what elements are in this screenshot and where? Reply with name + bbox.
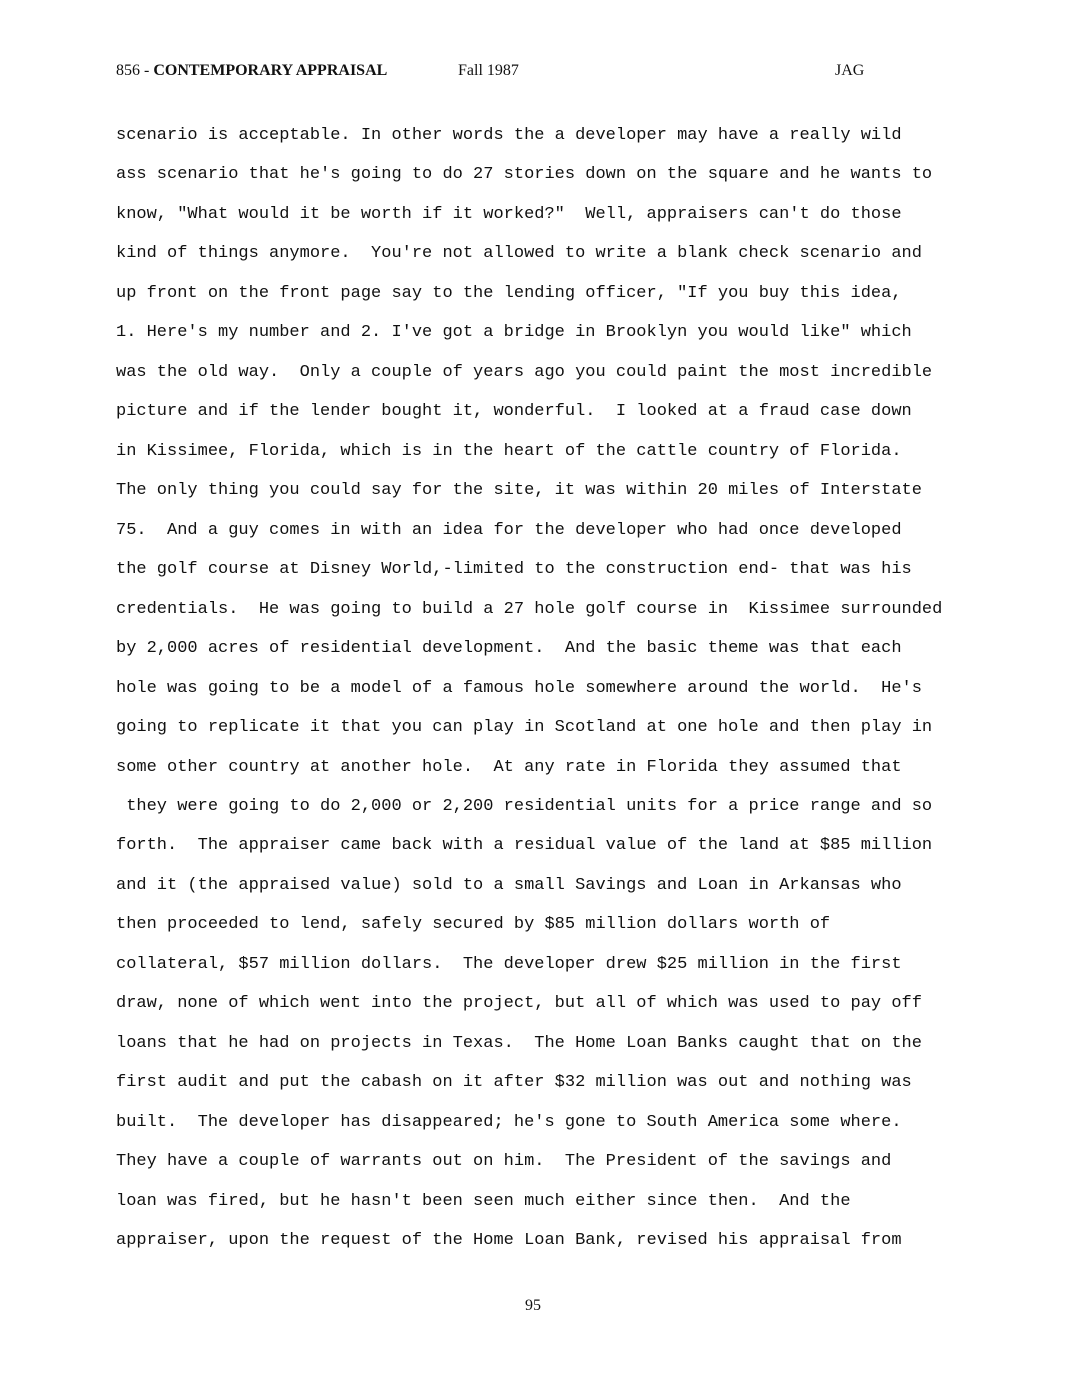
course-term: Fall 1987 <box>458 62 519 79</box>
text-line: appraiser, upon the request of the Home Loan Bank, revised his appraisal from <box>116 1231 902 1251</box>
page-header <box>0 62 1066 86</box>
text-line: the golf course at Disney World,-limited to the construction end- that was his <box>116 560 912 580</box>
text-line: then proceeded to lend, safely secured by $85 million dollars worth of <box>116 915 831 935</box>
text-line: first audit and put the cabash on it after $32 million was out and nothing was <box>116 1073 912 1093</box>
text-line: 1. Here's my number and 2. I've got a bridge in Brooklyn you would like" which <box>116 323 912 343</box>
transcript-body <box>116 124 996 1269</box>
text-line: some other country at another hole. At any rate in Florida they assumed that <box>116 757 902 777</box>
text-line: forth. The appraiser came back with a residual value of the land at $85 million <box>116 836 933 856</box>
text-line: credentials. He was going to build a 27 hole golf course in Kissimee surrounded <box>116 599 943 619</box>
course-number: 856 - <box>116 62 154 79</box>
text-line: 75. And a guy comes in with an idea for the developer who had once developed <box>116 520 902 540</box>
text-line: draw, none of which went into the project, but all of which was used to pay off <box>116 994 922 1014</box>
page-number: 95 <box>525 1297 541 1314</box>
text-line: They have a couple of warrants out on him. The President of the savings and <box>116 1152 892 1172</box>
text-line: The only thing you could say for the site, it was within 20 miles of Interstate <box>116 481 922 501</box>
text-line: was the old way. Only a couple of years ago you could paint the most incredible <box>116 362 933 382</box>
text-line: kind of things anymore. You're not allowed to write a blank check scenario and <box>116 244 922 264</box>
text-line: loans that he had on projects in Texas. The Home Loan Banks caught that on the <box>116 1033 922 1053</box>
text-line: hole was going to be a model of a famous hole somewhere around the world. He's <box>116 678 922 698</box>
text-line: up front on the front page say to the lending officer, "If you buy this idea, <box>116 283 902 303</box>
course-title: CONTEMPORARY APPRAISAL <box>153 62 388 79</box>
text-line: ass scenario that he's going to do 27 stories down on the square and he wants to <box>116 165 933 185</box>
text-line: and it (the appraised value) sold to a small Savings and Loan in Arkansas who <box>116 875 902 895</box>
text-line: going to replicate it that you can play in Scotland at one hole and then play in <box>116 718 933 738</box>
text-line: they were going to do 2,000 or 2,200 residential units for a price range and so <box>116 796 933 816</box>
text-line: scenario is acceptable. In other words the a developer may have a really wild <box>116 126 902 145</box>
text-line: in Kissimee, Florida, which is in the heart of the cattle country of Florida. <box>116 441 902 461</box>
text-line: picture and if the lender bought it, wonderful. I looked at a fraud case down <box>116 402 912 422</box>
text-line: built. The developer has disappeared; he's gone to South America some where. <box>116 1112 902 1132</box>
text-line: loan was fired, but he hasn't been seen much either since then. And the <box>116 1191 851 1211</box>
text-line: collateral, $57 million dollars. The developer drew $25 million in the first <box>116 954 902 974</box>
text-line: know, "What would it be worth if it worked?" Well, appraisers can't do those <box>116 204 902 224</box>
author-initials: JAG <box>835 62 865 79</box>
text-line: by 2,000 acres of residential development. And the basic theme was that each <box>116 639 902 659</box>
course-heading <box>116 62 387 80</box>
